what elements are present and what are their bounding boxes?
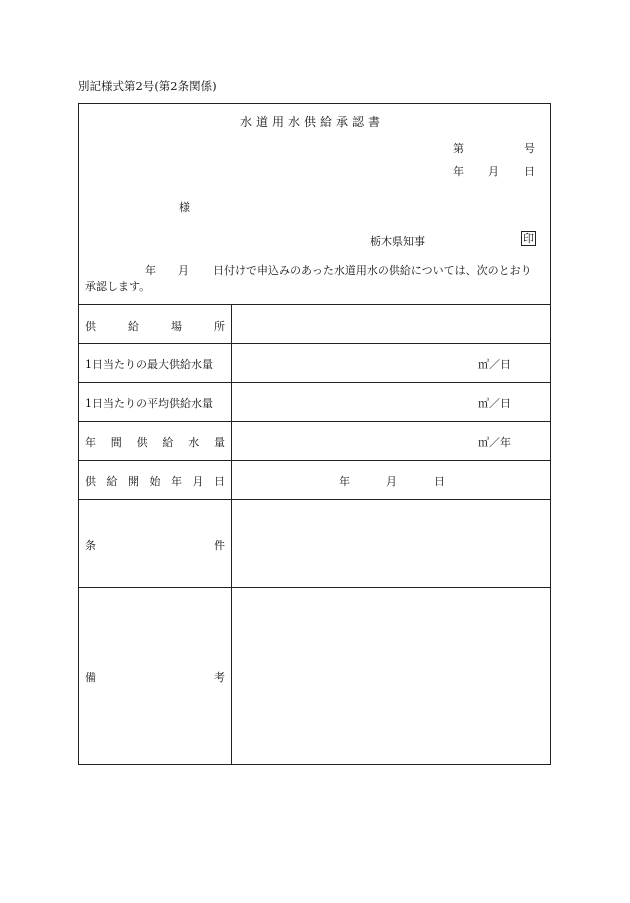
issuer-name: 栃木県知事 (370, 235, 425, 248)
divider (78, 460, 551, 461)
label-char: 供 (136, 436, 148, 449)
unit-annual: ㎥／年 (478, 436, 511, 449)
intro-text-line2: 承認します。 (85, 280, 151, 293)
label-char: 間 (110, 436, 122, 449)
date-month: 月 (488, 165, 499, 178)
label-char: 所 (214, 320, 225, 333)
label-char: 備 (85, 671, 96, 684)
label-char: 年 (85, 436, 96, 449)
row-label-supply-location (85, 318, 225, 334)
label-char: 条 (85, 539, 96, 552)
label-char: 始 (149, 475, 161, 488)
seal-text: 印 (523, 232, 534, 245)
row-label-remarks (85, 669, 225, 685)
number-suffix: 号 (524, 142, 535, 155)
label-char: 開 (128, 475, 139, 488)
start-date-day: 日 (434, 475, 445, 488)
row-label-max-daily: 1日当たりの最大供給水量 (85, 358, 213, 371)
label-char: 給 (128, 320, 139, 333)
number-prefix: 第 (453, 142, 464, 155)
column-divider (231, 304, 232, 765)
unit-avg-daily: ㎥／日 (478, 397, 511, 410)
label-char: 年 (171, 475, 182, 488)
intro-month: 月 (178, 264, 189, 277)
divider (78, 343, 551, 344)
seal-mark (521, 231, 536, 246)
row-label-conditions (85, 537, 225, 553)
document-title: 水道用水供給承認書 (240, 115, 385, 129)
label-char: 月 (192, 475, 204, 488)
intro-text: 日付けで申込みのあった水道用水の供給については、次のとおり (213, 264, 532, 277)
label-char: 日 (214, 475, 225, 488)
date-year: 年 (453, 165, 464, 178)
label-char: 場 (171, 320, 182, 333)
label-char: 水 (188, 436, 200, 449)
divider (78, 421, 551, 422)
intro-year: 年 (145, 264, 156, 277)
divider (78, 587, 551, 588)
date-day: 日 (524, 165, 535, 178)
label-char: 考 (214, 671, 225, 684)
label-char: 給 (106, 475, 118, 488)
divider (78, 499, 551, 500)
form-number-label: 別記様式第2号(第2条関係) (78, 79, 217, 93)
row-label-avg-daily: 1日当たりの平均供給水量 (85, 397, 213, 410)
divider (78, 382, 551, 383)
unit-max-daily: ㎥／日 (478, 358, 511, 371)
start-date-month: 月 (386, 475, 397, 488)
recipient-honorific: 様 (179, 201, 190, 214)
start-date-year: 年 (339, 475, 350, 488)
label-char: 給 (162, 436, 174, 449)
divider (78, 304, 551, 305)
label-char: 件 (214, 539, 225, 552)
label-char: 供 (85, 320, 96, 333)
row-label-start-date (85, 473, 225, 489)
label-char: 供 (85, 475, 96, 488)
label-char: 量 (213, 436, 225, 449)
row-label-annual (85, 434, 225, 450)
